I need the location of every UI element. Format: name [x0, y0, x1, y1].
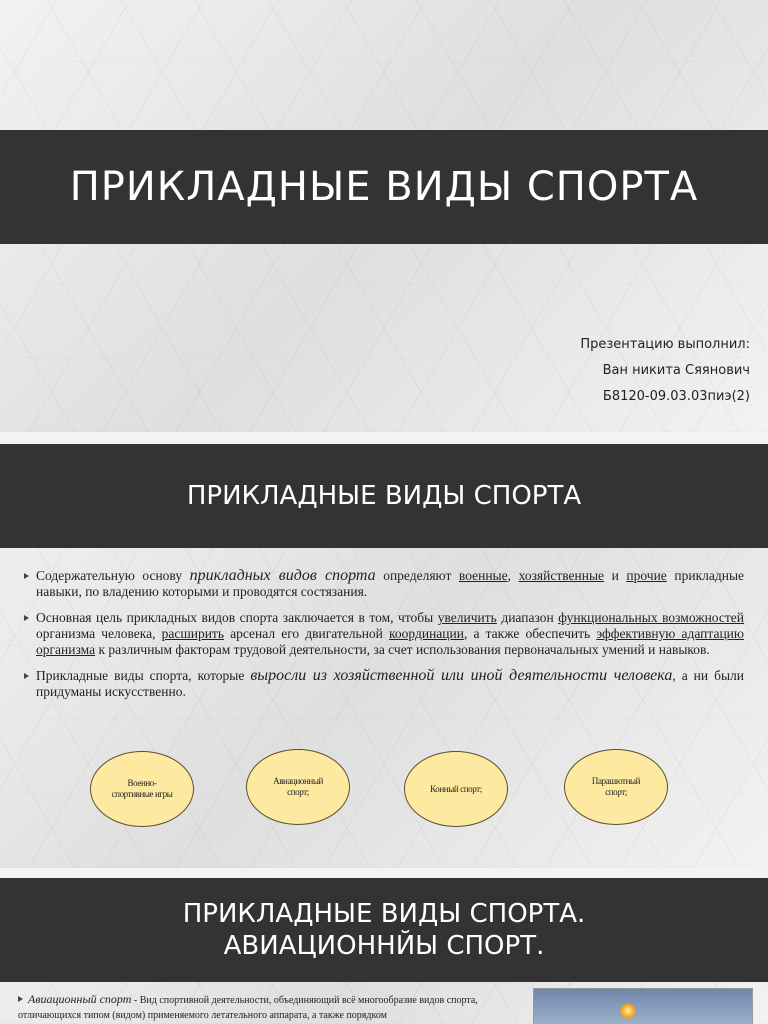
link-expand[interactable]: расширить	[161, 626, 224, 641]
text-run: и	[604, 568, 627, 583]
text-run: , а также обеспечить	[463, 626, 597, 641]
italic-term: прикладных видов спорта	[189, 567, 376, 584]
link-increase[interactable]: увеличить	[437, 610, 497, 625]
bullet-arrow-icon	[18, 996, 23, 1002]
slide-title: ПРИКЛАДНЫЕ ВИДЫ СПОРТА	[186, 481, 582, 511]
italic-phrase: выросли из хозяйственной или иной деятельности человека	[250, 667, 673, 684]
text-run: ,	[507, 568, 519, 583]
link-functional-capabilities[interactable]: функциональных возможностей	[558, 610, 744, 625]
text-run: - Вид спортивной деятельности, объединяющий всё многообразие видов спорта, отличающихся типом (видом) применяемого летательного аппарата, а также порядком	[18, 995, 478, 1021]
aviation-photo	[533, 988, 753, 1024]
text-run: прикладные навыки, по владению которыми и проводятся состязания.	[36, 568, 745, 599]
title-banner	[0, 130, 768, 244]
oval-military-games: Военно-спортивные игры	[90, 751, 194, 827]
link-military[interactable]: военные	[458, 568, 508, 583]
aviation-slide	[0, 878, 768, 1024]
slide-title-line2: АВИАЦИОННЙЫ СПОРТ.	[223, 931, 545, 961]
oval-aviation-sport: Авиационный спорт;	[246, 749, 350, 825]
text-run: определяют	[375, 568, 459, 583]
link-coordination[interactable]: координации	[389, 626, 464, 641]
slide-title-banner	[0, 878, 768, 982]
bullet-item	[24, 668, 744, 700]
bullet-list	[24, 568, 744, 710]
italic-term: Авиационный спорт	[28, 992, 132, 1006]
oval-parachute-sport: Парашютный спорт;	[564, 749, 668, 825]
bullet-item	[24, 610, 744, 658]
slide-title-banner	[0, 444, 768, 548]
author-block	[580, 332, 750, 410]
presentation-title: ПРИКЛАДНЫЕ ВИДЫ СПОРТА	[69, 164, 699, 210]
aviation-description	[18, 992, 514, 1023]
overview-slide	[0, 444, 768, 868]
slide-title-line1: ПРИКЛАДНЫЕ ВИДЫ СПОРТА.	[182, 899, 586, 929]
text-run: организма человека,	[36, 626, 162, 641]
text-run: к различным факторам трудовой деятельности, за счет использования первоначальных умений и навыков.	[95, 642, 710, 657]
text-run: арсенал его двигательной	[223, 626, 390, 641]
author-group: Б8120-09.03.03пиэ(2)	[602, 389, 750, 404]
text-run: диапазон	[496, 610, 559, 625]
author-name: Ван никита Сяянович	[602, 363, 750, 378]
oval-equestrian-sport: Конный спорт;	[404, 751, 508, 827]
text-run: Основная цель прикладных видов спорта заключается в том, чтобы	[36, 610, 438, 625]
author-label: Презентацию выполнил:	[580, 337, 750, 352]
text-run: Прикладные виды спорта, которые	[36, 668, 251, 683]
link-adaptation[interactable]: эффективную адаптацию организма	[36, 626, 744, 657]
text-run: , а ни были придуманы искусственно.	[36, 668, 745, 699]
sport-types-diagram	[0, 749, 768, 829]
link-economic[interactable]: хозяйственные	[518, 568, 605, 583]
link-other[interactable]: прочие	[626, 568, 667, 583]
text-run: Содержательную основу	[36, 568, 190, 583]
bullet-item	[24, 568, 744, 600]
title-slide	[0, 0, 768, 432]
flare-icon	[620, 1003, 636, 1019]
